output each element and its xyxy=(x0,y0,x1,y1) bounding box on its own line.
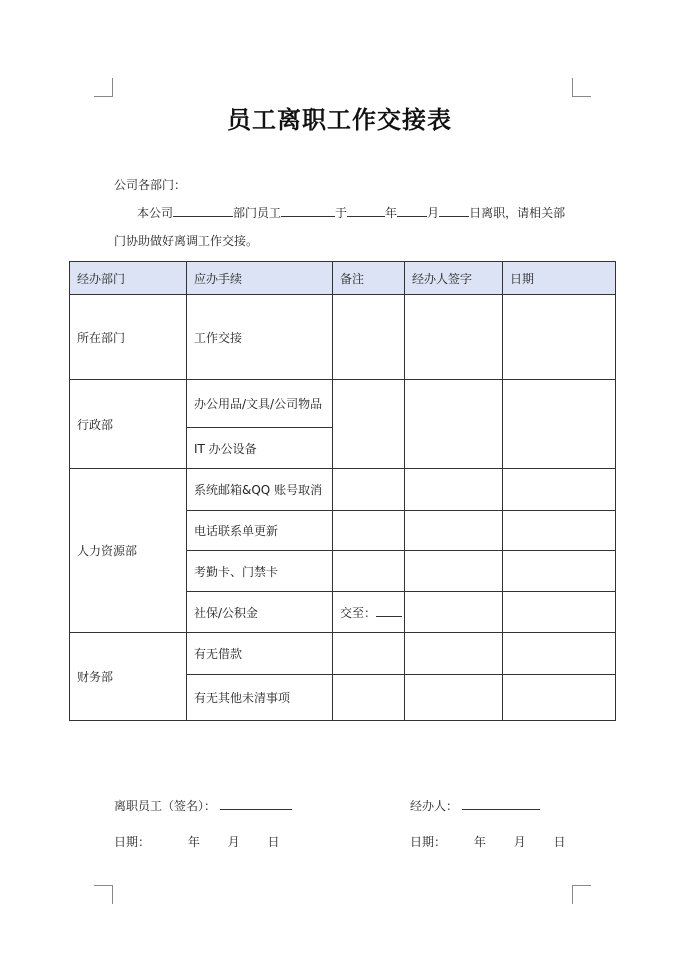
date-cell[interactable] xyxy=(503,633,616,675)
signature-cell[interactable] xyxy=(405,551,503,592)
date-cell[interactable] xyxy=(503,592,616,633)
header-department: 经办部门 xyxy=(70,262,187,295)
employee-signature xyxy=(114,797,292,814)
date-cell[interactable] xyxy=(503,551,616,592)
crop-mark-bottom-right xyxy=(572,885,591,904)
dept-cell-finance: 财务部 xyxy=(70,633,187,721)
table-header-row xyxy=(70,262,616,295)
signature-cell[interactable] xyxy=(405,633,503,675)
handover-table xyxy=(69,261,616,721)
employee-name-blank[interactable] xyxy=(281,204,335,217)
employee-signature-label: 离职员工（签名）： xyxy=(114,799,217,813)
task-other-matters: 有无其他未清事项 xyxy=(187,675,333,721)
header-handler-signature: 经办人签字 xyxy=(405,262,503,295)
date-cell[interactable] xyxy=(503,675,616,721)
remarks-cell[interactable] xyxy=(333,633,405,675)
notice-line-1 xyxy=(137,204,565,221)
task-borrowings: 有无借款 xyxy=(187,633,333,675)
remarks-cell[interactable] xyxy=(333,469,405,511)
paid-until-label: 交至： xyxy=(340,605,377,620)
table-row xyxy=(70,380,616,428)
dept-cell-admin: 行政部 xyxy=(70,380,187,469)
handler-date-day: 日 xyxy=(553,835,566,849)
crop-mark-top-left xyxy=(94,78,113,97)
dept-cell-own: 所在部门 xyxy=(70,295,187,380)
handler-date-year: 年 xyxy=(473,835,486,849)
header-procedure: 应办手续 xyxy=(187,262,333,295)
task-attendance-card: 考勤卡、门禁卡 xyxy=(187,551,333,592)
department-blank[interactable] xyxy=(173,204,233,217)
day-blank[interactable] xyxy=(439,204,469,217)
header-date: 日期 xyxy=(503,262,616,295)
handler-date-month: 月 xyxy=(513,835,526,849)
task-it-equipment: IT 办公设备 xyxy=(187,428,333,469)
crop-mark-top-right xyxy=(572,78,591,97)
task-social-security: 社保/公积金 xyxy=(187,592,333,633)
handler-date xyxy=(410,833,566,850)
handler-date-label: 日期： xyxy=(410,835,447,849)
date-cell[interactable] xyxy=(503,469,616,511)
signature-cell[interactable] xyxy=(405,295,503,380)
employee-date-year: 年 xyxy=(187,835,200,849)
employee-signature-blank[interactable] xyxy=(220,797,292,810)
employee-date-day: 日 xyxy=(267,835,280,849)
remarks-cell[interactable] xyxy=(333,295,405,380)
header-remarks: 备注 xyxy=(333,262,405,295)
remarks-cell[interactable] xyxy=(333,380,405,469)
task-email-qq: 系统邮箱&QQ 账号取消 xyxy=(187,469,333,511)
month-blank[interactable] xyxy=(397,204,427,217)
task-contact-list: 电话联系单更新 xyxy=(187,511,333,551)
handler-signature xyxy=(410,797,540,814)
notice-text-year: 年 xyxy=(385,206,398,220)
employee-date xyxy=(114,833,280,850)
employee-date-label: 日期： xyxy=(114,835,151,849)
date-cell[interactable] xyxy=(503,295,616,380)
table-row xyxy=(70,469,616,511)
signature-cell[interactable] xyxy=(405,469,503,511)
signature-cell[interactable] xyxy=(405,380,503,469)
signature-cell[interactable] xyxy=(405,675,503,721)
remarks-cell[interactable] xyxy=(333,675,405,721)
handler-signature-blank[interactable] xyxy=(462,797,540,810)
remarks-cell[interactable] xyxy=(333,551,405,592)
year-blank[interactable] xyxy=(347,204,385,217)
notice-text-dept-employee: 部门员工 xyxy=(233,206,282,220)
page-title: 员工离职工作交接表 xyxy=(227,106,452,134)
notice-text-on: 于 xyxy=(335,206,348,220)
signature-cell[interactable] xyxy=(405,511,503,551)
date-cell[interactable] xyxy=(503,511,616,551)
paid-until-blank[interactable] xyxy=(376,604,402,617)
signature-cell[interactable] xyxy=(405,592,503,633)
crop-mark-bottom-left xyxy=(94,885,113,904)
remarks-cell[interactable] xyxy=(333,511,405,551)
handler-signature-label: 经办人： xyxy=(410,799,459,813)
dept-cell-hr: 人力资源部 xyxy=(70,469,187,633)
notice-text-leave: 日离职，请相关部 xyxy=(469,206,566,220)
remarks-cell-paid-until[interactable] xyxy=(333,592,405,633)
table-row xyxy=(70,633,616,675)
date-cell[interactable] xyxy=(503,380,616,469)
table-row xyxy=(70,295,616,380)
salutation: 公司各部门： xyxy=(114,178,187,192)
task-work-handover: 工作交接 xyxy=(187,295,333,380)
notice-line-2: 门协助做好离调工作交接。 xyxy=(114,234,259,248)
notice-text-month: 月 xyxy=(427,206,440,220)
employee-date-month: 月 xyxy=(227,835,240,849)
task-office-supplies: 办公用品/文具/公司物品 xyxy=(187,380,333,428)
notice-text-company: 本公司 xyxy=(137,206,174,220)
